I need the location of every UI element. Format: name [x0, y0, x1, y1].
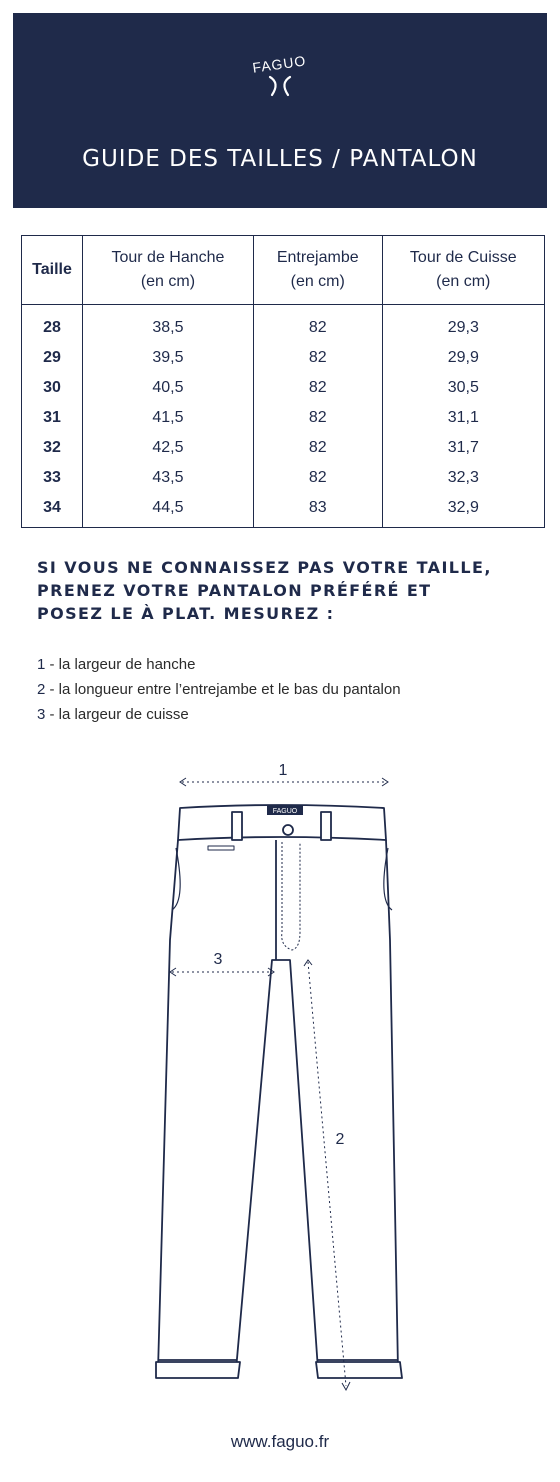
- size-cell: 31: [22, 403, 83, 433]
- table-row: [22, 373, 545, 403]
- thigh-cell: 30,5: [382, 373, 544, 403]
- step-item: 1 - la largeur de hanche: [37, 656, 196, 673]
- hip-cell: 43,5: [83, 463, 254, 493]
- inseam-measure-arrows: [304, 960, 350, 1390]
- instructions-heading: [37, 556, 527, 625]
- size-table: [21, 235, 545, 528]
- heading-line: POSEZ LE À PLAT. MESUREZ :: [37, 604, 335, 623]
- heading-line: PRENEZ VOTRE PANTALON PRÉFÉRÉ ET: [37, 581, 432, 600]
- faguo-logo: [13, 43, 547, 108]
- thigh-cell: 32,3: [382, 463, 544, 493]
- measure-steps: [37, 652, 527, 727]
- size-cell: 34: [22, 493, 83, 528]
- column-header: Entrejambe (en cm): [253, 236, 382, 305]
- table-row: [22, 493, 545, 528]
- table-row: [22, 433, 545, 463]
- inseam-cell: 82: [253, 403, 382, 433]
- inseam-cell: 82: [253, 463, 382, 493]
- table-row: [22, 403, 545, 433]
- size-cell: 28: [22, 305, 83, 344]
- thigh-cell: 29,9: [382, 343, 544, 373]
- measure-label-3: 3: [213, 951, 223, 968]
- inseam-cell: 82: [253, 433, 382, 463]
- heading-line: SI VOUS NE CONNAISSEZ PAS VOTRE TAILLE,: [37, 558, 492, 577]
- thigh-cell: 32,9: [382, 493, 544, 528]
- logo-icon: [240, 43, 320, 103]
- column-header: Tour de Cuisse (en cm): [382, 236, 544, 305]
- page-title: GUIDE DES TAILLES / PANTALON: [82, 146, 478, 172]
- hip-cell: 44,5: [83, 493, 254, 528]
- step-item: 2 - la longueur entre l’entrejambe et le bas du pantalon: [37, 681, 401, 698]
- logo-text: FAGUO: [251, 52, 308, 76]
- column-header: Taille: [22, 236, 83, 305]
- inseam-cell: 83: [253, 493, 382, 528]
- size-cell: 29: [22, 343, 83, 373]
- column-header: Tour de Hanche (en cm): [83, 236, 254, 305]
- hip-cell: 39,5: [83, 343, 254, 373]
- inseam-cell: 82: [253, 343, 382, 373]
- table-row: [22, 463, 545, 493]
- size-cell: 33: [22, 463, 83, 493]
- inseam-cell: 82: [253, 373, 382, 403]
- website-link[interactable]: www.faguo.fr: [230, 1432, 330, 1451]
- waist-label: FAGUO: [272, 808, 298, 815]
- header-banner: [13, 13, 547, 208]
- thigh-cell: 31,7: [382, 433, 544, 463]
- thigh-cell: 31,1: [382, 403, 544, 433]
- hip-cell: 40,5: [83, 373, 254, 403]
- size-cell: 30: [22, 373, 83, 403]
- size-cell: 32: [22, 433, 83, 463]
- inseam-measure-line: [308, 962, 346, 1386]
- hip-cell: 41,5: [83, 403, 254, 433]
- table-row: [22, 305, 545, 344]
- step-item: 3 - la largeur de cuisse: [37, 706, 189, 723]
- table-row: [22, 343, 545, 373]
- hip-cell: 38,5: [83, 305, 254, 344]
- hip-cell: 42,5: [83, 433, 254, 463]
- trousers-diagram: [140, 750, 420, 1400]
- measure-label-2: 2: [335, 1131, 345, 1148]
- measure-label-1: 1: [278, 762, 288, 779]
- inseam-cell: 82: [253, 305, 382, 344]
- thigh-cell: 29,3: [382, 305, 544, 344]
